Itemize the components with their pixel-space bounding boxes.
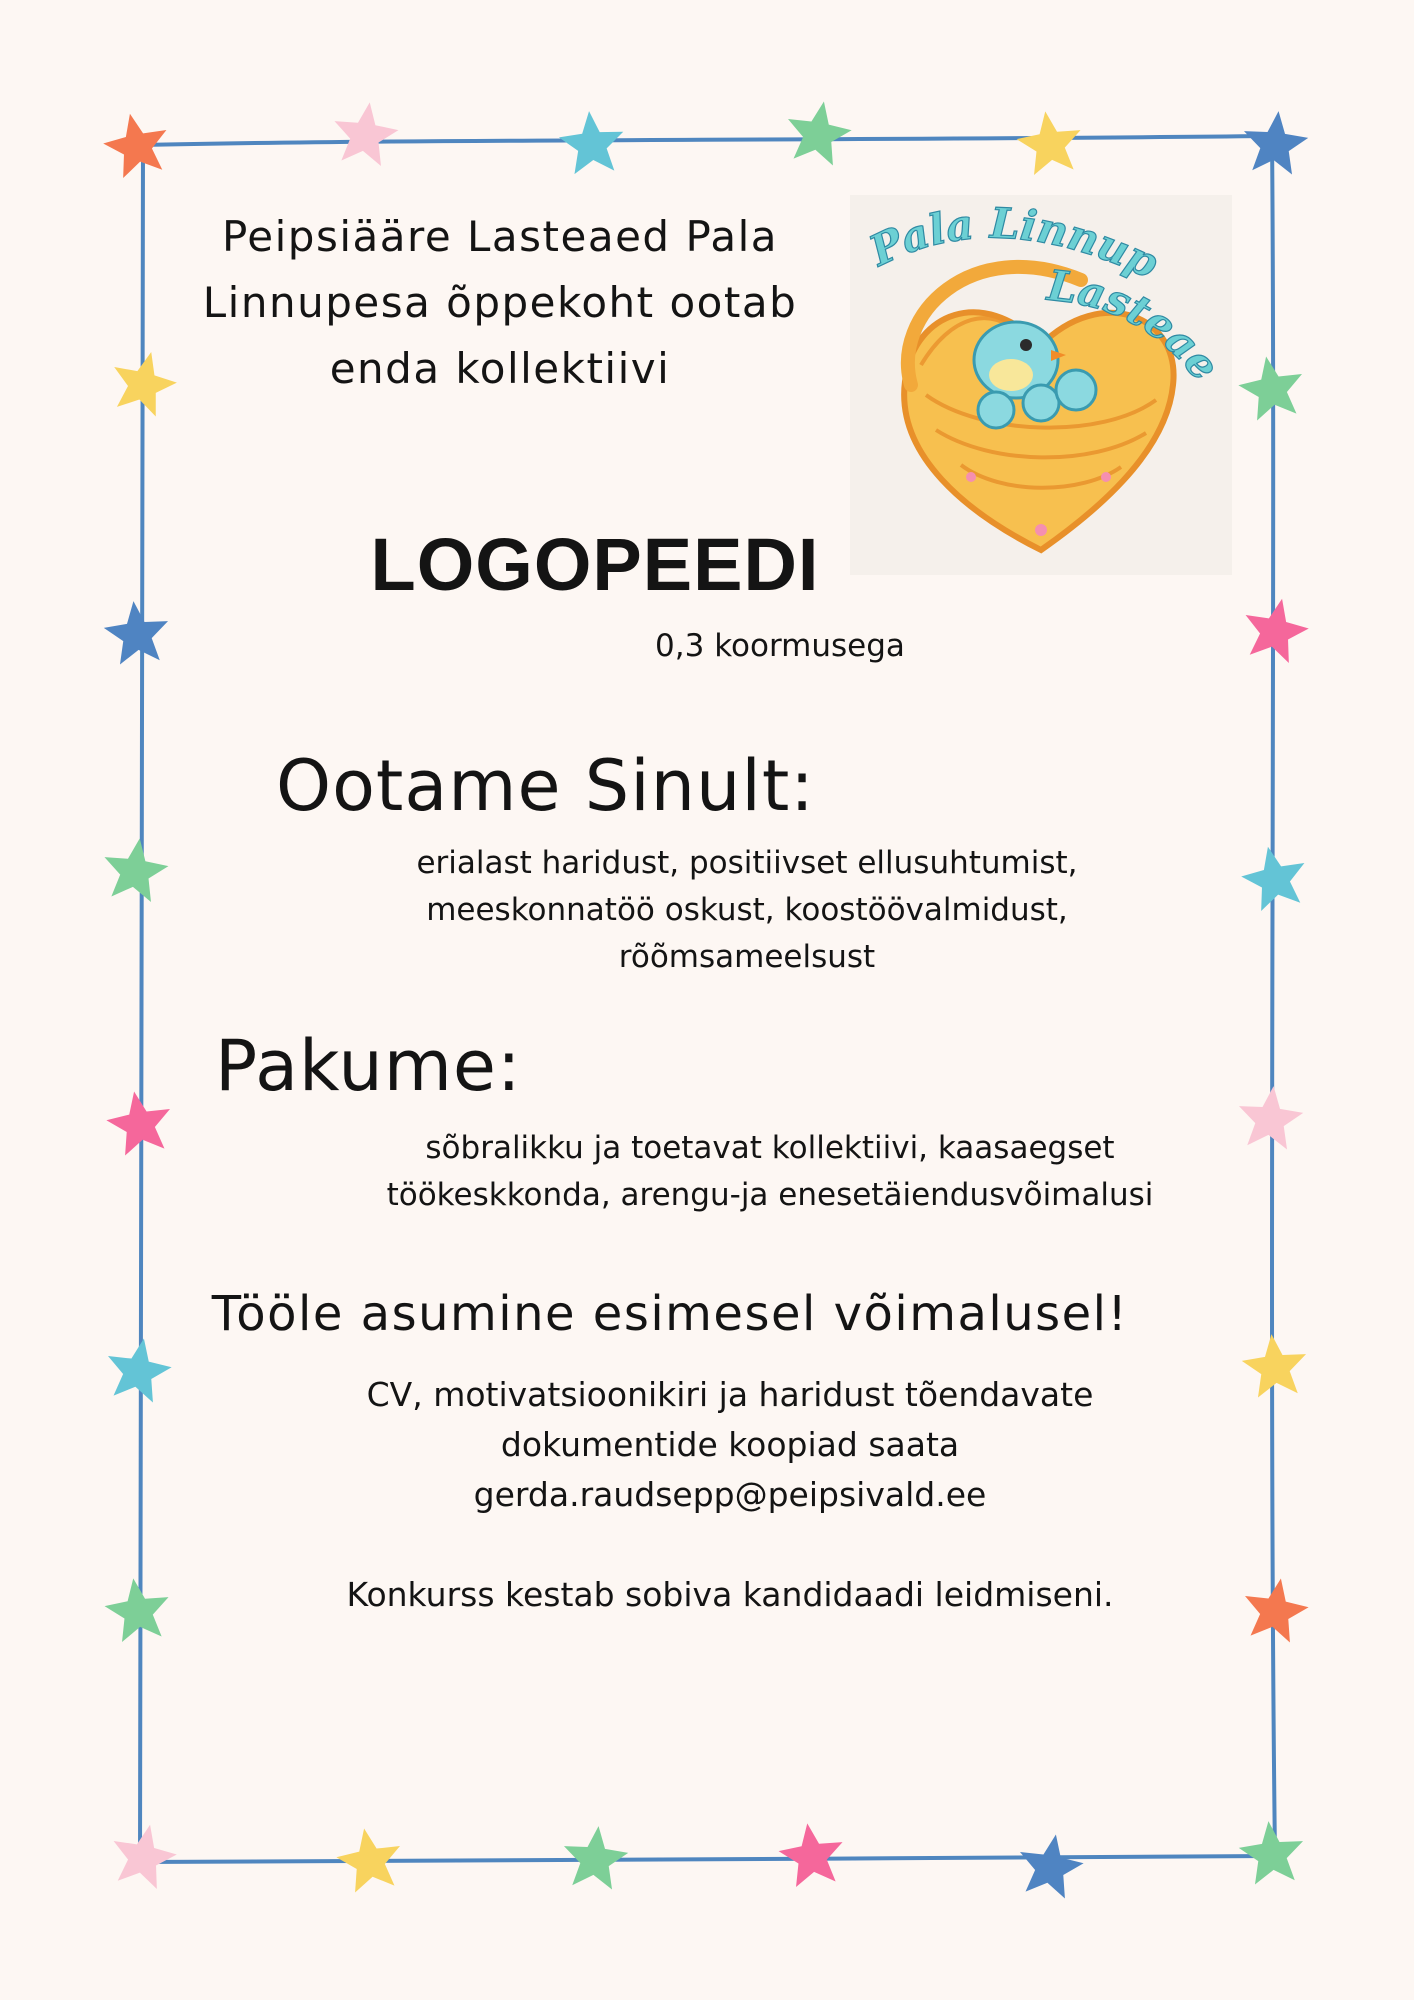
star-icon xyxy=(1238,592,1314,666)
logo-text-line2: Lasteae xyxy=(1045,260,1230,390)
requirements-line: erialast haridust, positiivset ellusuhtumist, xyxy=(416,845,1078,881)
star-icon xyxy=(101,1333,175,1405)
star-icon xyxy=(1238,1573,1312,1645)
offer-line: sõbralikku ja toetavat kollektiivi, kaasaegset xyxy=(425,1130,1115,1166)
requirements-heading: Ootame Sinult: xyxy=(276,745,815,827)
frame-bottom-border xyxy=(140,1856,1275,1862)
position-title: LOGOPEEDI xyxy=(370,523,820,606)
requirements-text xyxy=(347,840,1147,981)
intro-text xyxy=(180,204,820,402)
offer-heading: Pakume: xyxy=(215,1025,522,1107)
intro-line: Linnupesa õppekoht ootab xyxy=(202,278,798,327)
position-load: 0,3 koormusega xyxy=(655,628,905,664)
nest-with-birds-logo-icon xyxy=(850,195,1232,575)
star-icon xyxy=(1013,107,1086,177)
star-icon xyxy=(101,1574,174,1644)
application-text xyxy=(300,1370,1160,1520)
kindergarten-logo xyxy=(850,195,1232,575)
contact-email: gerda.raudsepp@peipsivald.ee xyxy=(473,1475,987,1514)
star-icon xyxy=(1240,108,1311,176)
star-icon xyxy=(99,834,172,904)
offer-text xyxy=(330,1125,1210,1219)
star-icon xyxy=(781,96,855,168)
intro-line: Peipsiääre Lasteaed Pala xyxy=(221,212,779,261)
requirements-line: rõõmsameelsust xyxy=(618,939,876,975)
offer-line: töökeskkonda, arengu-ja enesetäiendusvõimalusi xyxy=(386,1177,1154,1213)
start-heading: Tööle asumine esimesel võimalusel! xyxy=(211,1286,1129,1342)
star-icon xyxy=(775,1819,848,1889)
requirements-line: meeskonnatöö oskust, koostöövalmidust, xyxy=(426,892,1068,928)
application-line: dokumentide koopiad saata xyxy=(500,1425,960,1464)
star-icon xyxy=(1239,1331,1310,1399)
logo-text-line1: Pala Linnup xyxy=(862,198,1166,288)
star-icon xyxy=(560,1823,631,1891)
star-icon xyxy=(106,1818,182,1892)
contest-note: Konkurss kestab sobiva kandidaadi leidmiseni. xyxy=(346,1575,1114,1614)
star-icon xyxy=(101,598,172,666)
star-icon xyxy=(1236,1818,1307,1886)
frame-top-border xyxy=(140,136,1275,145)
intro-line: enda kollektiivi xyxy=(329,344,671,393)
star-icon xyxy=(1013,1829,1087,1901)
star-icon xyxy=(329,98,402,168)
application-line: CV, motivatsioonikiri ja haridust tõendavate xyxy=(366,1375,1094,1414)
